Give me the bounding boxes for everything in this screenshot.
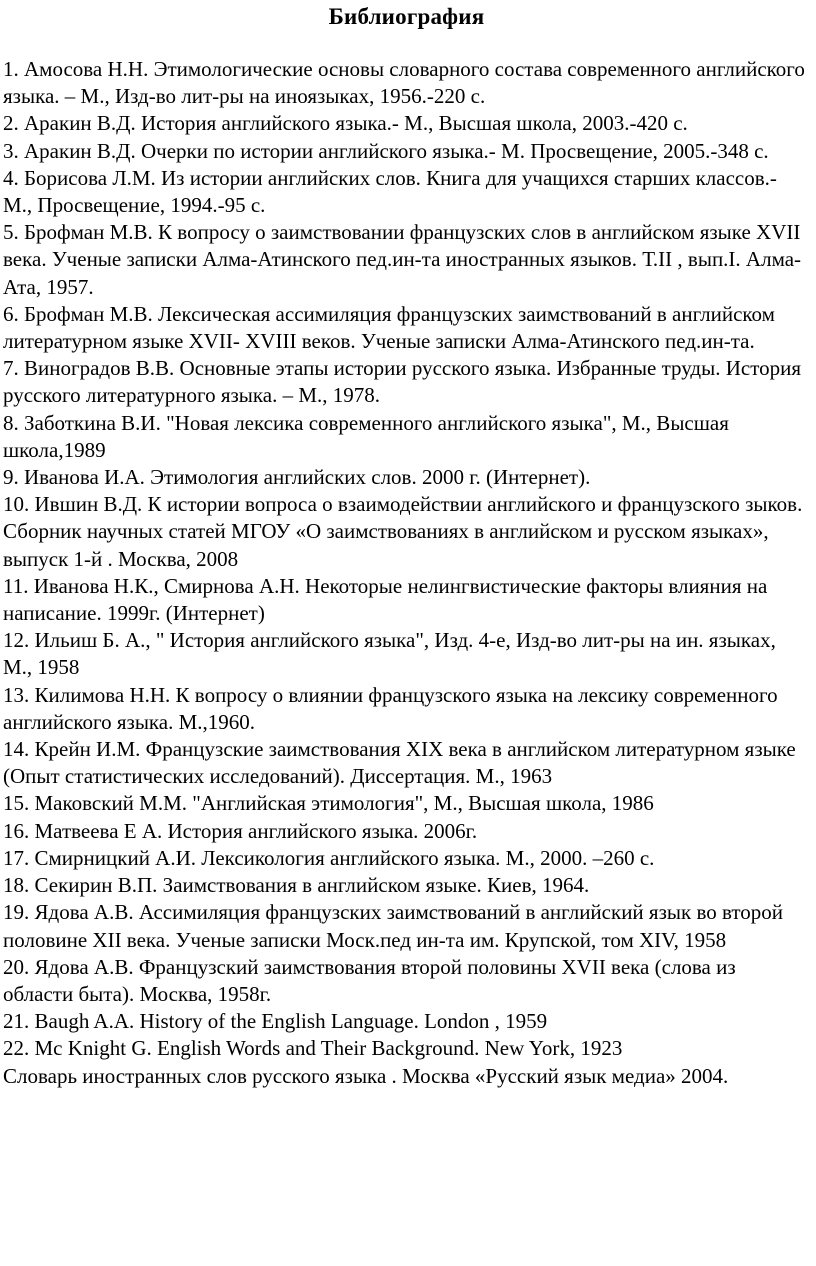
page-title: Библиография <box>328 4 485 29</box>
bibliography-entry: 1. Амосова Н.Н. Этимологические основы словарного состава современного английского языка. – М., Изд-во лит-ры на иноязыках, 1956.-220 с. <box>3 57 805 109</box>
bibliography-entry: 3. Аракин В.Д. Очерки по истории английского языка.- М. Просвещение, 2005.-348 с. <box>3 138 769 163</box>
bibliography-entry: 5. Брофман М.В. К вопросу о заимствовании французских слов в английском языке XVII века. Ученые записки Алма-Атинского пед.ин-та иностранных языков. Т.II , вып.I. Алма-Ата, 1957. <box>3 220 802 299</box>
bibliography-entry: Словарь иностранных слов русского языка . Москва «Русский язык медиа» 2004. <box>3 1063 729 1088</box>
bibliography-entry: 4. Борисова Л.М. Из истории английских слов. Книга для учащихся старших классов.- М., Просвещение, 1994.-95 с. <box>3 165 777 218</box>
bibliography-entry: 7. Виноградов В.В. Основные этапы истории русского языка. Избранные труды. История русского литературного языка. – М., 1978. <box>3 356 802 408</box>
bibliography-entry: 13. Килимова Н.Н. К вопросу о влиянии французского языка на лексику современного английского языка. М.,1960. <box>3 682 778 734</box>
bibliography-entry: 12. Ильиш Б. А., " История английского языка", Изд. 4-е, Изд-во лит-ры на ин. языках, М., 1958 <box>3 628 776 680</box>
bibliography-entry: 19. Ядова А.В. Ассимиляция французских заимствований в английский язык во второй половине XII века. Ученые записки Моск.пед ин-та им. Крупской, том XIV, 1958 <box>3 900 783 952</box>
bibliography-entry: 20. Ядова А.В. Французский заимствования второй половины XVII века (слова из области быта). Москва, 1958г. <box>3 954 736 1006</box>
bibliography-entry: 17. Смирницкий А.И. Лексикология английского языка. М., 2000. –260 с. <box>3 845 655 870</box>
bibliography-entry: 18. Секирин В.П. Заимствования в английском языке. Киев, 1964. <box>3 873 590 898</box>
bibliography-entry: 8. Заботкина В.И. "Новая лексика современного английского языка", М., Высшая школа,1989 <box>3 410 729 462</box>
bibliography-list <box>3 56 810 1090</box>
bibliography-entry: 14. Крейн И.М. Французские заимствования XIX века в английском литературном языке (Опыт статистических исследований). Диссертация. М., 1963 <box>3 737 796 789</box>
bibliography-entry: 16. Матвеева Е А. История английского языка. 2006г. <box>3 818 478 843</box>
bibliography-entry: 2. Аракин В.Д. История английского языка.- М., Высшая школа, 2003.-420 с. <box>3 111 688 136</box>
bibliography-entry: 21. Baugh A.A. History of the English Language. London , 1959 <box>3 1009 548 1034</box>
bibliography-entry: 11. Иванова Н.К., Смирнова А.Н. Некоторые нелингвистические факторы влияния на написание. 1999г. (Интернет) <box>3 573 768 626</box>
bibliography-entry: 6. Брофман М.В. Лексическая ассимиляция французских заимствований в английском литературном языке XVII- XVIII веков. Ученые записки Алма-Атинского пед.ин-та. <box>3 301 775 354</box>
bibliography-entry: 10. Ившин В.Д. К истории вопроса о взаимодействии английского и французского зыков. Сборник научных статей МГОУ «О заимствованиях в английском и русском языках», выпуск 1-й . Москва, 2008 <box>3 492 803 571</box>
bibliography-entry: 15. Маковский М.М. "Английская этимология", М., Высшая школа, 1986 <box>3 791 654 816</box>
bibliography-entry: 22. Mc Knight G. English Words and Their Background. New York, 1923 <box>3 1036 623 1061</box>
bibliography-entry: 9. Иванова И.А. Этимология английских слов. 2000 г. (Интернет). <box>3 465 591 490</box>
